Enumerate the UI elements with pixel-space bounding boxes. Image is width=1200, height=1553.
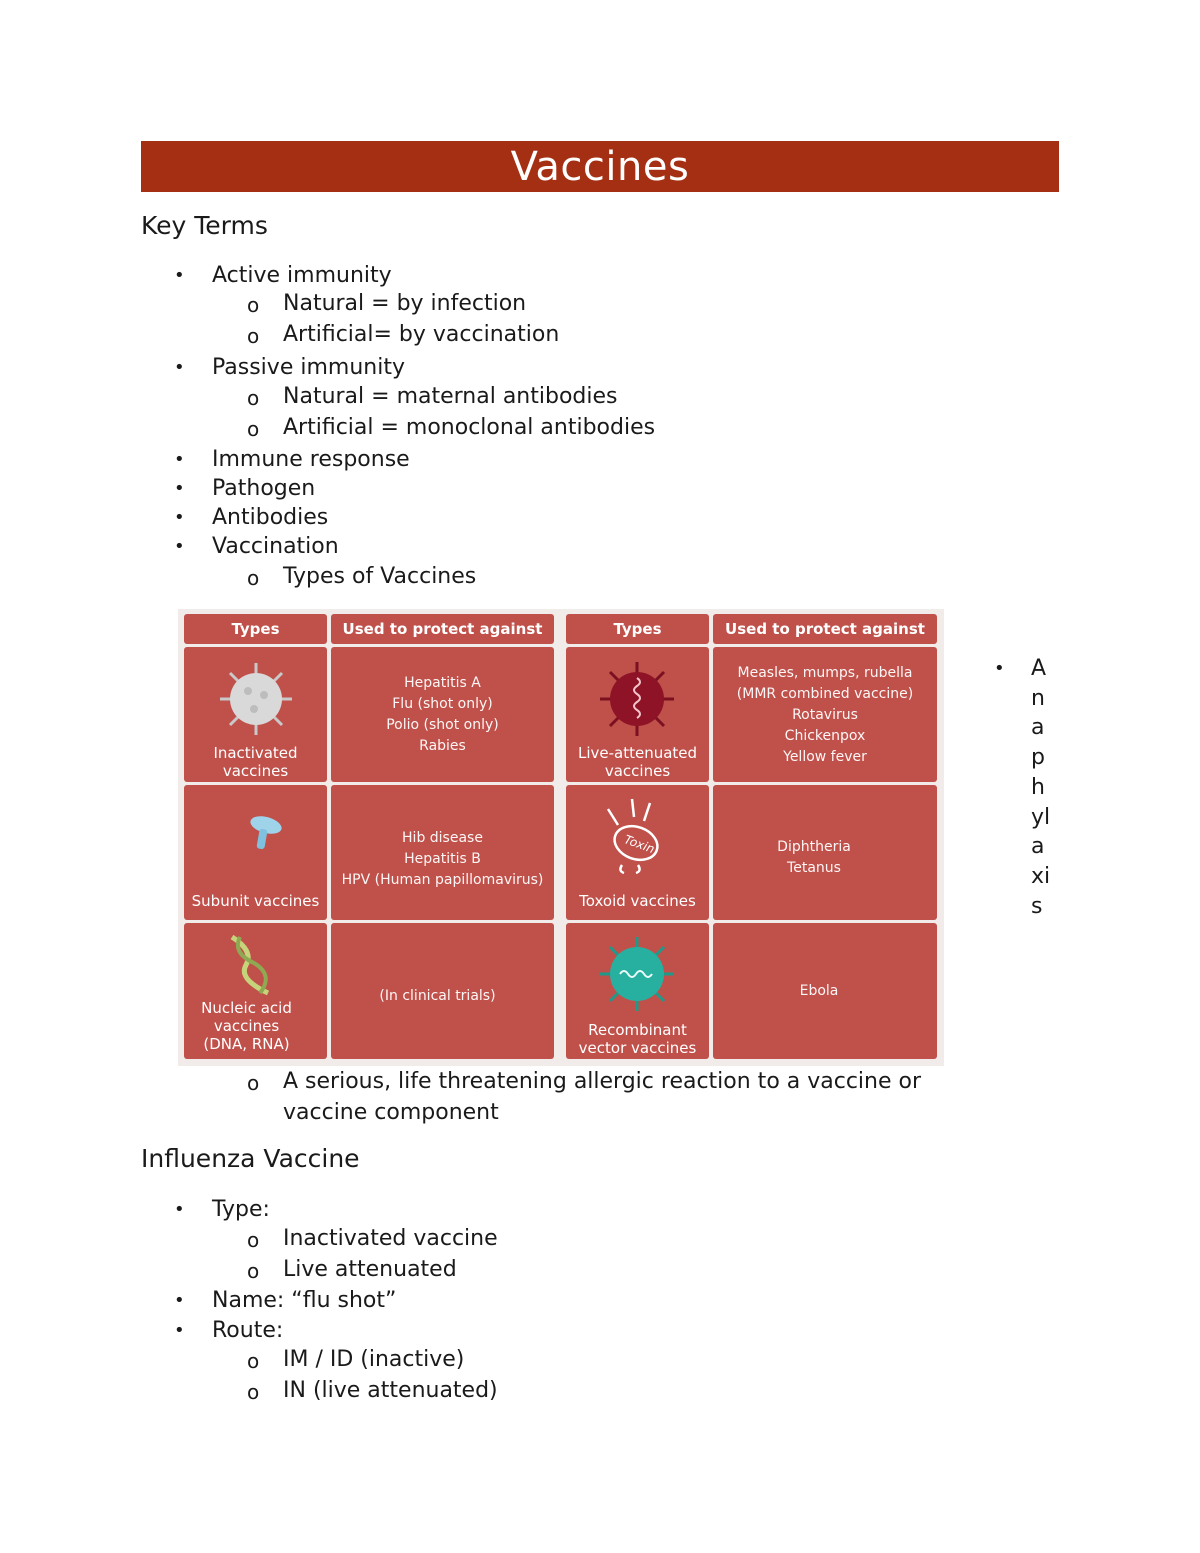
sub-bullet-glyph: o <box>247 1071 260 1095</box>
value-item: Polio (shot only) <box>386 717 499 733</box>
type-cell-recombinant-vector <box>566 923 709 1059</box>
values-cell <box>713 923 937 1059</box>
vaccine-types-table <box>178 609 944 1066</box>
type-cell-subunit <box>184 785 327 920</box>
bullet-glyph: • <box>174 536 185 557</box>
list-item: Active immunity <box>212 263 392 288</box>
bullet-glyph: • <box>994 658 1005 679</box>
bullet-glyph: • <box>174 507 185 528</box>
sub-bullet-glyph: o <box>247 324 260 348</box>
value-item: Rabies <box>419 738 466 754</box>
value-item: (In clinical trials) <box>379 988 496 1004</box>
bullet-glyph: • <box>174 478 185 499</box>
header-types-right: Types <box>566 614 709 644</box>
list-item: IN (live attenuated) <box>283 1378 498 1403</box>
subunit-protein-icon <box>246 813 286 853</box>
list-item: IM / ID (inactive) <box>283 1347 465 1372</box>
title-bar <box>141 141 1059 192</box>
sub-bullet-glyph: o <box>247 1228 260 1252</box>
values-list <box>713 981 925 1002</box>
inactivated-virus-icon <box>218 661 294 737</box>
value-item: (MMR combined vaccine) <box>736 686 914 702</box>
list-item: Name: “flu shot” <box>212 1288 397 1313</box>
type-label: Nucleic acid vaccines (DNA, RNA) <box>201 999 292 1053</box>
list-item: Types of Vaccines <box>283 564 477 589</box>
list-item: Antibodies <box>212 505 329 530</box>
recombinant-virus-icon <box>598 935 676 1013</box>
bullet-glyph: • <box>174 1199 185 1220</box>
term-fragment: A <box>1031 656 1047 681</box>
list-item: Inactivated vaccine <box>283 1226 498 1251</box>
values-cell <box>331 647 554 782</box>
list-item: Pathogen <box>212 476 316 501</box>
values-cell <box>713 785 937 920</box>
values-list <box>331 673 554 757</box>
term-fragment: a <box>1031 834 1045 860</box>
term-fragment: yl <box>1031 804 1051 830</box>
value-item: Tetanus <box>787 860 841 876</box>
value-item: Chickenpox <box>784 728 866 744</box>
sub-bullet-glyph: o <box>247 1380 260 1404</box>
key-terms-heading: Key Terms <box>141 211 268 240</box>
live-virus-icon <box>598 660 676 738</box>
list-item: Passive immunity <box>212 355 405 380</box>
bullet-glyph: • <box>174 1320 185 1341</box>
type-label: Inactivated vaccines <box>213 744 298 780</box>
sub-bullet-glyph: o <box>247 386 260 410</box>
values-cell <box>331 923 554 1059</box>
type-cell-nucleic-acid <box>184 923 327 1059</box>
values-list <box>331 986 544 1007</box>
sub-bullet-glyph: o <box>247 1349 260 1373</box>
list-item: Natural = by infection <box>283 291 527 316</box>
term-fragment: xi <box>1031 863 1051 889</box>
value-item: Diphtheria <box>777 839 851 855</box>
type-label: Recombinant vector vaccines <box>578 1021 697 1057</box>
values-list <box>713 837 915 879</box>
header-used-right: Used to protect against <box>713 614 937 644</box>
header-used-left: Used to protect against <box>331 614 554 644</box>
term-fragment: h <box>1031 774 1045 800</box>
list-item: Artificial = monoclonal antibodies <box>283 415 656 440</box>
bullet-glyph: • <box>174 265 185 286</box>
list-item: Vaccination <box>212 534 339 559</box>
sub-bullet-glyph: o <box>247 293 260 317</box>
values-list <box>331 828 554 891</box>
value-item: Ebola <box>799 983 839 999</box>
value-item: HPV (Human papillomavirus) <box>341 872 544 888</box>
dna-strand-icon <box>224 933 276 997</box>
type-cell-inactivated <box>184 647 327 782</box>
bullet-glyph: • <box>174 357 185 378</box>
value-item: Yellow fever <box>783 749 867 765</box>
influenza-heading: Influenza Vaccine <box>141 1144 360 1173</box>
type-cell-live-attenuated <box>566 647 709 782</box>
values-list <box>713 663 937 768</box>
values-cell <box>331 785 554 920</box>
sub-bullet-glyph: o <box>247 1259 260 1283</box>
sub-bullet-glyph: o <box>247 566 260 590</box>
toxin-icon <box>602 795 672 879</box>
sub-bullet-glyph: o <box>247 417 260 441</box>
list-item: Immune response <box>212 447 410 472</box>
term-fragment: n <box>1031 685 1045 711</box>
term-fragment: a <box>1031 715 1045 741</box>
page-title: Vaccines <box>510 143 690 190</box>
type-label: Live-attenuated vaccines <box>577 744 698 780</box>
bullet-glyph: • <box>174 1290 185 1311</box>
value-item: Hepatitis A <box>404 675 481 691</box>
term-fragment: s <box>1031 893 1043 919</box>
bullet-glyph: • <box>174 449 185 470</box>
header-types-left: Types <box>184 614 327 644</box>
type-label: Subunit vaccines <box>191 892 320 910</box>
toxin-label: Toxin <box>622 832 657 857</box>
anaphylaxis-definition-line: vaccine component <box>283 1100 499 1125</box>
list-item: Live attenuated <box>283 1257 457 1282</box>
type-cell-toxoid <box>566 785 709 920</box>
list-item: Natural = maternal antibodies <box>283 384 618 409</box>
term-fragment: p <box>1031 745 1045 771</box>
list-item: Type: <box>212 1197 270 1222</box>
list-item: Route: <box>212 1318 284 1343</box>
value-item: Measles, mumps, rubella <box>737 665 913 681</box>
anaphylaxis-vertical-term <box>1031 654 1050 921</box>
anaphylaxis-definition-line: A serious, life threatening allergic reaction to a vaccine or <box>283 1069 922 1094</box>
list-item: Artificial= by vaccination <box>283 322 560 347</box>
value-item: Rotavirus <box>792 707 858 723</box>
type-label: Toxoid vaccines <box>579 892 696 910</box>
value-item: Hepatitis B <box>404 851 481 867</box>
values-cell <box>713 647 937 782</box>
value-item: Hib disease <box>402 830 483 846</box>
value-item: Flu (shot only) <box>392 696 493 712</box>
